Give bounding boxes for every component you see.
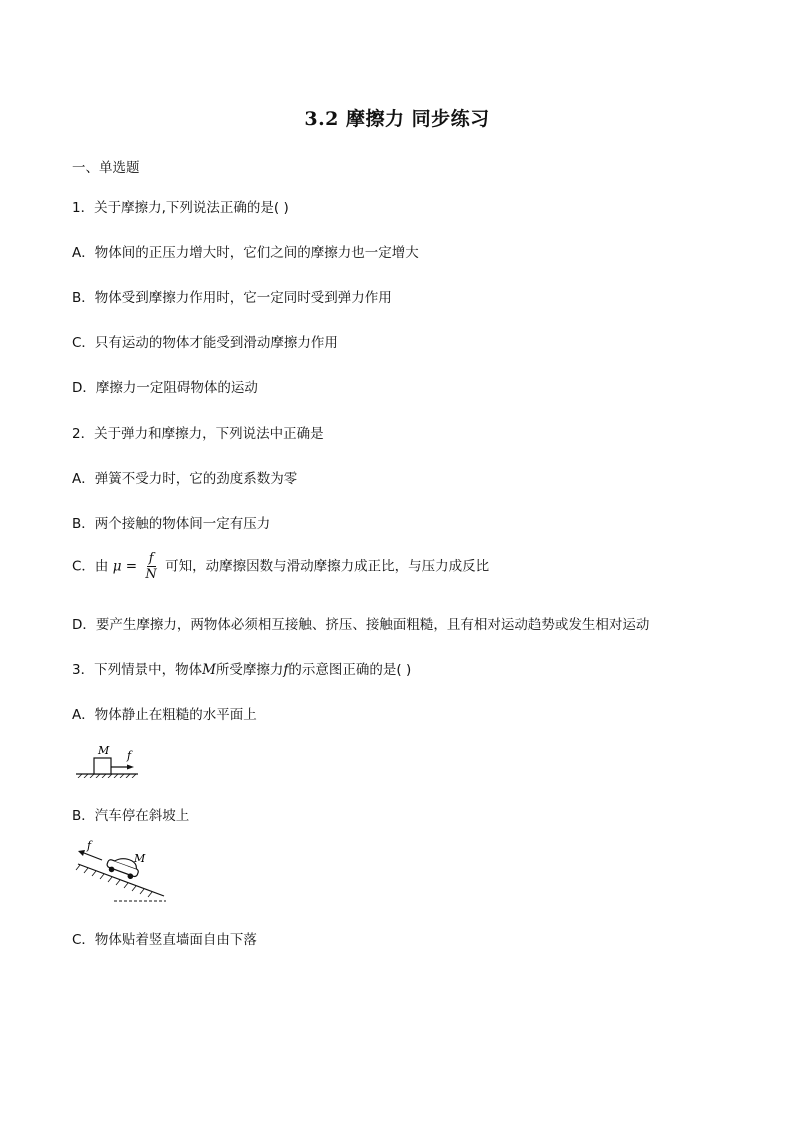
question-1-option-d: D．摩擦力一定阻碍物体的运动 (72, 380, 258, 396)
question-2-option-c (72, 551, 489, 582)
label-m: M (98, 744, 110, 757)
friction-fraction (143, 551, 158, 582)
fraction-numerator: f (148, 551, 154, 566)
friction-arrow-head (78, 850, 85, 856)
question-3-option-a: A．物体静止在粗糙的水平面上 (72, 707, 257, 723)
stem-part-2: 所受摩擦力 (215, 662, 284, 678)
mass-symbol: M (202, 662, 216, 678)
question-1-option-b: B．物体受到摩擦力作用时，它一定同时受到弹力作用 (72, 290, 392, 306)
question-2-option-a: A．弹簧不受力时，它的劲度系数为零 (72, 471, 298, 487)
figure-a-block-on-floor (72, 740, 148, 778)
friction-arrow-head (127, 765, 134, 770)
block-m (94, 758, 111, 774)
section-heading: 一、单选题 (72, 160, 140, 176)
question-1-option-c: C．只有运动的物体才能受到滑动摩擦力作用 (72, 335, 338, 351)
friction-arrow (84, 853, 102, 860)
figure-b-car-on-slope (72, 840, 172, 904)
question-2-option-d: D．要产生摩擦力，两物体必须相互接触、挤压、接触面粗糙，且有相对运动趋势或发生相对运动 (72, 617, 650, 633)
stem-part-3: 的示意图正确的是( ) (288, 662, 412, 678)
label-f: f (87, 840, 92, 852)
label-m: M (134, 852, 146, 865)
question-1-stem: 1．关于摩擦力,下列说法正确的是( ) (72, 200, 289, 216)
option-c-prefix: C．由 (72, 558, 109, 575)
question-1-option-a: A．物体间的正压力增大时，它们之间的摩擦力也一定增大 (72, 245, 419, 261)
label-f: f (127, 749, 132, 762)
question-3-option-b: B．汽车停在斜坡上 (72, 808, 190, 824)
question-3-stem (72, 658, 411, 678)
fraction-denominator: N (145, 567, 157, 582)
page-title: 3.2 摩擦力 同步练习 (304, 108, 490, 130)
question-3-option-c: C．物体贴着竖直墙面自由下落 (72, 932, 257, 948)
mu-equals: μ = (112, 558, 138, 575)
option-c-suffix: 可知，动摩擦因数与滑动摩擦力成正比，与压力成反比 (165, 558, 490, 575)
question-2-stem: 2．关于弹力和摩擦力，下列说法中正确是 (72, 426, 324, 442)
stem-part-1: 3．下列情景中，物体 (72, 662, 203, 678)
friction-symbol: f (283, 662, 289, 678)
question-2-option-b: B．两个接触的物体间一定有压力 (72, 516, 271, 532)
